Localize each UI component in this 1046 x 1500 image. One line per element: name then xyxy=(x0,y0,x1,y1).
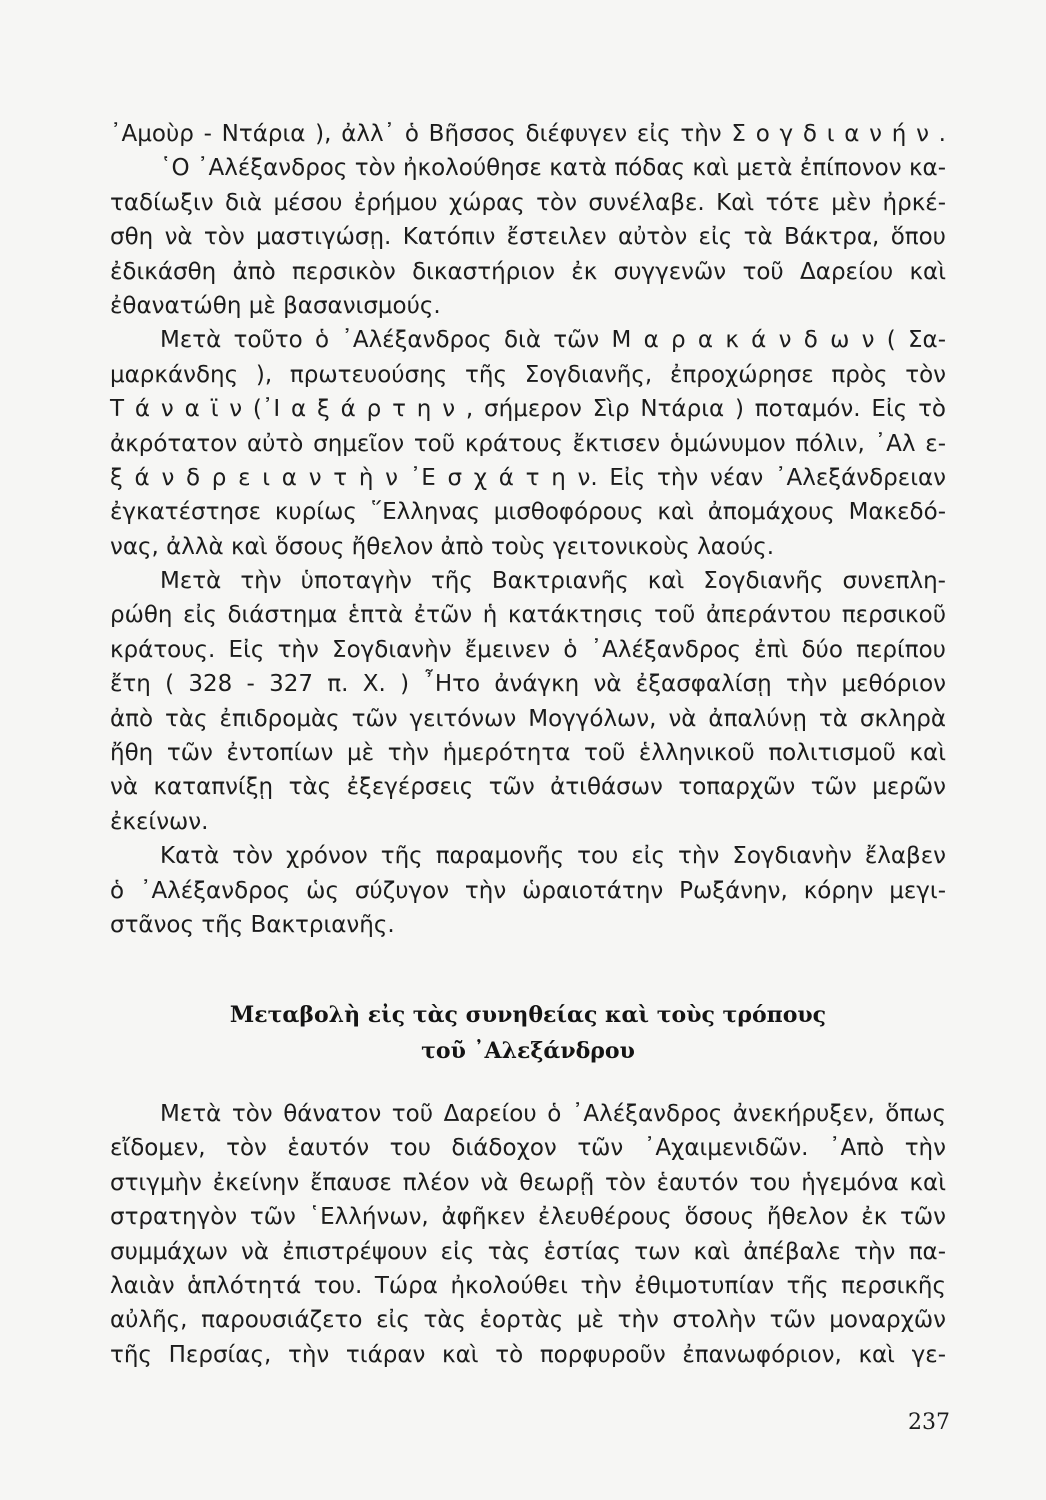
text-line: τῆς Περσίας, τὴν τιάραν καὶ τὸ πορφυροῦν ἐπανωφόριον, καὶ γε- xyxy=(110,1341,946,1368)
text-line: λαιὰν ἁπλότητά του. Τώρα ἠκολούθει τὴν ἐθιμοτυπίαν τῆς περσικῆς xyxy=(110,1272,946,1299)
text-line: νὰ καταπνίξῃ τὰς ἐξεγέρσεις τῶν ἀτιθάσων τοπαρχῶν τῶν μερῶν xyxy=(110,774,946,801)
text-line: ἐκείνων. xyxy=(110,808,209,835)
section-heading-continued: τοῦ ᾿Αλεξάνδρου xyxy=(421,1038,635,1064)
text-line: μαρκάνδης ), πρωτευούσης τῆς Σογδιανῆς, ἐπροχώρησε πρὸς τὸν xyxy=(110,361,946,388)
text-line: Μετὰ τὴν ὑποταγὴν τῆς Βακτριανῆς καὶ Σογδιανῆς συνεπλη- xyxy=(160,568,946,595)
text-line: ἔτη ( 328 - 327 π. Χ. ) ῏Ητο ἀνάγκη νὰ ἐξασφαλίσῃ τὴν μεθόριον xyxy=(110,671,946,698)
text-line: Μετὰ τὸν θάνατον τοῦ Δαρείου ὁ ᾿Αλέξανδρος ἀνεκήρυξεν, ὅπως xyxy=(160,1101,946,1127)
text-line: ῾Ο ᾿Αλέξανδρος τὸν ἠκολούθησε κατὰ πόδας καὶ μετὰ ἐπίπονον κα- xyxy=(160,155,946,182)
text-line: Τ ά ν α ϊ ν (᾿Ι α ξ ά ρ τ η ν , σήμερον Σὶρ Ντάρια ) ποταμόν. Εἰς τὸ xyxy=(110,396,946,423)
text-line: αὐλῆς, παρουσιάζετο εἰς τὰς ἑορτὰς μὲ τὴν στολὴν τῶν μοναρχῶν xyxy=(110,1307,946,1334)
text-line: σθη νὰ τὸν μαστιγώσῃ. Κατόπιν ἔστειλεν αὐτὸν εἰς τὰ Βάκτρα, ὅπου xyxy=(110,224,946,251)
text-section-1 xyxy=(110,117,946,942)
text-line: εἴδομεν, τὸν ἑαυτόν του διάδοχον τῶν ᾿Αχαιμενιδῶν. ᾿Απὸ τὴν xyxy=(110,1135,946,1162)
text-line: ἐγκατέστησε κυρίως ῞Ελληνας μισθοφόρους καὶ ἀπομάχους Μακεδό- xyxy=(110,499,946,526)
text-line: ξ ά ν δ ρ ε ι α ν τ ὴ ν ᾿Ε σ χ ά τ η ν. Εἰς τὴν νέαν ᾿Αλεξάνδρειαν xyxy=(110,464,946,491)
text-line: ἀπὸ τὰς ἐπιδρομὰς τῶν γειτόνων Μογγόλων, νὰ ἀπαλύνῃ τὰ σκληρὰ xyxy=(110,705,946,732)
text-line: κράτους. Εἰς τὴν Σογδιανὴν ἔμεινεν ὁ ᾿Αλέξανδρος ἐπὶ δύο περίπου xyxy=(110,636,946,663)
text-line: ταδίωξιν διὰ μέσου ἐρήμου χώρας τὸν συνέλαβε. Καὶ τότε μὲν ἠρκέ- xyxy=(110,189,946,216)
text-line: νας, ἀλλὰ καὶ ὅσους ἤθελον ἀπὸ τοὺς γειτονικοὺς λαούς. xyxy=(110,533,775,560)
section-heading: Μεταβολὴ εἰς τὰς συνηθείας καὶ τοὺς τρόπους xyxy=(229,1002,827,1028)
text-line: στιγμὴν ἐκείνην ἔπαυσε πλέον νὰ θεωρῇ τὸν ἑαυτόν του ἡγεμόνα καὶ xyxy=(110,1169,946,1196)
text-line: ᾿Αμοὺρ - Ντάρια ), ἀλλ᾿ ὁ Βῆσσος διέφυγεν εἰς τὴν Σ ο γ δ ι α ν ή ν . xyxy=(110,121,946,147)
text-section-2 xyxy=(110,1097,946,1372)
text-line: Μετὰ τοῦτο ὁ ᾿Αλέξανδρος διὰ τῶν Μ α ρ α κ ά ν δ ω ν ( Σα- xyxy=(160,327,946,354)
text-line: στρατηγὸν τῶν ῾Ελλήνων, ἀφῆκεν ἐλευθέρους ὅσους ἤθελον ἐκ τῶν xyxy=(110,1204,946,1231)
text-line: στᾶνος τῆς Βακτριανῆς. xyxy=(110,911,395,938)
text-line: συμμάχων νὰ ἐπιστρέψουν εἰς τὰς ἑστίας των καὶ ἀπέβαλε τὴν πα- xyxy=(110,1238,946,1265)
page-number: 237 xyxy=(908,1410,950,1435)
text-line: ρώθη εἰς διάστημα ἑπτὰ ἐτῶν ἡ κατάκτησις τοῦ ἀπεράντου περσικοῦ xyxy=(110,602,946,629)
text-line: ἀκρότατον αὐτὸ σημεῖον τοῦ κράτους ἔκτισεν ὁμώνυμον πόλιν, ᾿Αλ ε- xyxy=(110,430,946,457)
text-line: ἤθη τῶν ἐντοπίων μὲ τὴν ἡμερότητα τοῦ ἑλληνικοῦ πολιτισμοῦ καὶ xyxy=(110,740,946,767)
text-line: ἐθανατώθη μὲ βασανισμούς. xyxy=(110,292,441,319)
text-line: ὁ ᾿Αλέξανδρος ὡς σύζυγον τὴν ὡραιοτάτην Ρωξάνην, κόρην μεγι- xyxy=(110,877,946,904)
text-line: Κατὰ τὸν χρόνον τῆς παραμονῆς του εἰς τὴν Σογδιανὴν ἔλαβεν xyxy=(160,843,946,870)
text-line: ἐδικάσθη ἀπὸ περσικὸν δικαστήριον ἐκ συγγενῶν τοῦ Δαρείου καὶ xyxy=(110,258,946,285)
